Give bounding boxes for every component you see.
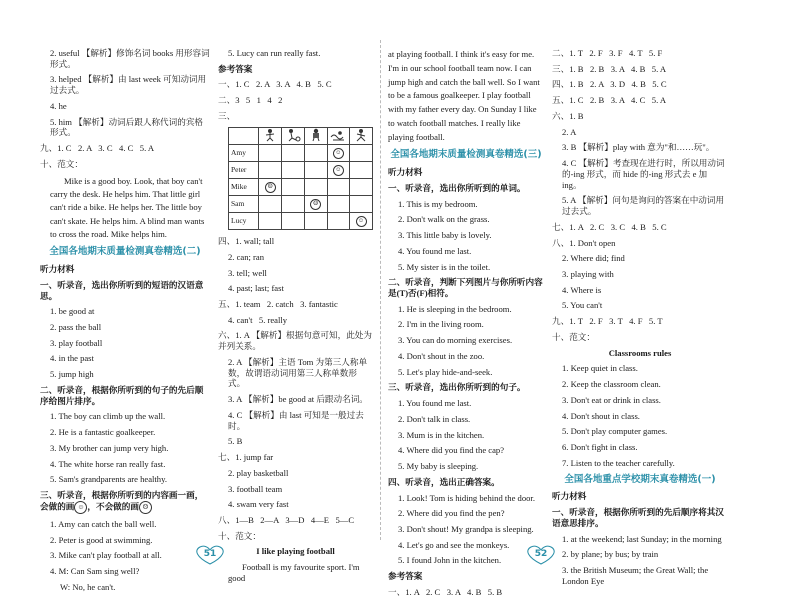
column-1 [40,48,210,597]
script-line: 2. I'm in the living room. [398,319,484,330]
answer-line: 六、1. B [552,110,584,121]
answer-line: 3. A 【解析】be good at 后跟动名词。 [228,394,368,405]
script-line: 1. be good at [50,306,95,317]
section-title: 全国各地重点学校期末真卷精选(一) [564,473,716,485]
grid-cell [304,179,327,196]
essay-line: 2. Keep the classroom clean. [562,379,661,390]
answer-line: 4. past; last; fast [228,283,284,294]
grid-picture [350,127,373,144]
grid-cell [259,179,282,196]
page-number-left [190,544,230,566]
script-line: 2. Where did you find the pen? [398,508,505,519]
essay-line: 5. Don't play computer games. [562,426,668,437]
grid-cell [327,145,350,162]
script-line: 5. Let's play hide-and-seek. [398,366,493,377]
answer-line: 七、1. A 2. C 3. C 4. B 5. C [552,221,667,232]
sad-face-icon: ☹ [310,199,321,210]
essay-title: Classrooms rules [608,347,672,358]
script-line: 3. You can do morning exercises. [398,335,513,346]
sad-face-icon: ☹ [139,501,152,514]
essay-title: I like playing football [256,546,335,557]
question-heading: 一、听录音，选出你所听到的短语的汉语意思。 [40,279,204,301]
question-heading [40,490,210,514]
answer-line: 4. he [50,100,67,111]
answer-line: 四、1. B 2. A 3. D 4. B 5. C [552,79,667,90]
answer-line: 2. play basketball [228,467,289,478]
grid-cell [304,213,327,230]
grid-cell [304,162,327,179]
answer-line: 4. swam very fast [228,499,289,510]
grid-cell [282,145,305,162]
grid-cell [282,213,305,230]
script-line: 2. pass the ball [50,321,102,332]
script-line: 5. Sam's grandparents are healthy. [50,474,167,485]
answer-line: 三、 [218,110,236,121]
answer-line: 十、范文： [40,158,83,169]
script-line: 4. M: Can Sam sing well? [50,566,140,576]
grid-cell [282,196,305,213]
question-heading: 二、听录音，判断下列图片与你所听内容是(T)否(F)相符。 [388,277,543,298]
script-line: 1. at the weekend; last Sunday; in the morning [562,533,722,544]
question-text: 三、听录音，根据你所听到的内容画一画，会做的画 [40,490,204,512]
answer-line: 2. can; ran [228,251,265,262]
answer-line: 4. can't 5. really [228,314,288,325]
script-line: 3. the British Museum; the Great Wall; the London Eye [562,565,711,586]
grid-cell [350,162,373,179]
answer-line: 六、1. A 【解析】根据句意可知，此处为并列关系。 [218,330,372,352]
answer-line: 五、1. team 2. catch 3. fantastic [218,298,338,309]
smile-face-icon: ☺ [333,165,344,176]
script-line: W: No, he can't. [60,581,116,592]
answer-line: 4. C 【解析】考查现在进行时，所以用动词的-ing 形式，而 hide 的-ing 形式去 e 加 ing。 [562,158,725,190]
grid-cell [304,145,327,162]
answer-line: 5. him 【解析】动词后跟人称代词的宾格形式。 [50,116,204,138]
essay-line: 6. Don't fight in class. [562,442,638,453]
grid-cell [282,162,305,179]
answer-line: 2. A [562,126,577,137]
sample-essay: Football is my favourite sport. I'm good [228,562,362,583]
column-2 [218,48,373,589]
script-line: 3. Don't shout! My grandpa is sleeping. [398,524,534,535]
answer-line: 3. tell; well [228,267,267,278]
grid-cell [350,196,373,213]
grid-picture [304,127,327,144]
answer-line: 3. football team [228,483,283,494]
script-line: 2. He is a fantastic goalkeeper. [50,427,156,438]
page-number-text: 52 [534,549,548,559]
question-heading: 四、听录音，选出正确答案。 [388,476,500,487]
answer-grid [228,127,373,230]
script-line: 3. Mike can't play football at all. [50,550,162,561]
script-line: 1. He is sleeping in the bedroom. [398,303,512,314]
grid-cell [350,213,373,230]
answer-line: 3. playing with [562,269,614,280]
grid-cell [327,196,350,213]
script-line: 3. Mum is in the kitchen. [398,429,485,440]
script-line: 1. You found me last. [398,398,472,409]
answer-line: 二、1. T 2. F 3. F 4. T 5. F [552,48,663,58]
question-heading: 一、听录音，根据你所听到的先后顺序将其汉语意思排序。 [552,507,724,528]
listening-heading: 听力材料 [40,264,75,275]
script-line: 1. Amy can catch the ball well. [50,518,157,529]
grid-cell [327,162,350,179]
script-line: 5. jump high [50,369,94,380]
answer-line: 十、范文： [218,530,261,541]
answer-line: 三、1. B 2. B 3. A 4. B 5. A [552,63,667,74]
answer-line: 5. A 【解析】问句是询问的答案在中动词用过去式。 [562,195,725,217]
column-3 [388,48,544,603]
answer-line: 3. B 【解析】play with 意为"和……玩"。 [562,142,715,153]
smile-face-icon: ☺ [356,216,367,227]
grid-cell [259,145,282,162]
answer-line: 八、1. Don't open [552,237,616,248]
answer-line: 3. helped 【解析】由 last week 可知动词用过去式。 [50,74,207,96]
grid-picture [327,127,350,144]
section-title: 全国各地期末质量检测真卷精选(二) [49,246,201,258]
answer-line: 九、1. C 2. A 3. C 4. C 5. A [40,143,155,154]
script-line: 5. My sister is in the toilet. [398,261,491,272]
column-4 [552,48,728,592]
grid-cell [259,162,282,179]
script-line: 2. Don't walk on the grass. [398,214,490,225]
grid-cell [350,179,373,196]
answer-line: 5. B [228,436,243,447]
essay-line: 7. Listen to the teacher carefully. [562,457,675,468]
essay-line: 1. Keep quiet in class. [562,363,638,374]
grid-cell [327,213,350,230]
sad-face-icon: ☹ [265,182,276,193]
script-line: 2. Peter is good at swimming. [50,534,153,545]
column-divider [380,40,381,540]
question-heading: 二、听录音，根据你所听到的句子的先后顺序给图片排序。 [40,384,204,406]
grid-row-label: Sam [229,196,259,213]
script-line: 4. The white horse ran really fast. [50,458,166,469]
answer-line: 5. You can't [562,300,603,311]
script-line: 3. play football [50,337,103,348]
answer-line: 4. C 【解析】由 last 可知是一般过去时。 [228,409,364,431]
essay-line: 3. Don't eat or drink in class. [562,394,661,405]
sample-essay: at playing football. I think it's easy for me. I'm in our school football team now. I can jump high and catch the ball well. So I want to be a famous goalkeeper. I play football with my father every day. On Sunday I like to watch football matches. I really like playing football. [388,49,542,142]
answer-key-heading: 参考答案 [388,571,423,582]
script-line: 4. Where did you find the cap? [398,445,505,456]
answer-line: 2. Where did; find [562,253,625,264]
script-line: 5. My baby is sleeping. [398,461,479,472]
answer-line: 四、1. wall; tall [218,236,275,247]
question-text: ，不会做的画 [87,501,139,512]
answer-line: 七、1. jump far [218,452,274,463]
section-title: 全国各地期末质量检测真卷精选(三) [390,149,542,161]
answer-line: 八、1—B 2—A 3—D 4—E 5—C [218,515,355,525]
script-line: 3. My brother can jump very high. [50,442,169,453]
essay-line: 4. Don't shout in class. [562,410,640,421]
answer-line: 二、3 5 1 4 2 [218,95,283,106]
grid-row-label: Peter [229,162,259,179]
page-number-right [521,544,561,566]
answer-line: 十、范文： [552,331,595,342]
smile-face-icon: ☺ [74,501,87,514]
answer-line: 五、1. C 2. B 3. A 4. C 5. A [552,95,667,106]
grid-picture [259,127,282,144]
grid-cell [304,196,327,213]
grid-picture [282,127,305,144]
listening-heading: 听力材料 [552,491,587,502]
question-heading: 三、听录音，选出你所听到的句子。 [388,382,526,393]
script-line: 1. The boy can climb up the wall. [50,411,166,422]
answer-line: 4. Where is [562,284,602,295]
grid-cell [350,145,373,162]
script-line: 5. Lucy can run really fast. [228,48,321,58]
question-heading: 一、听录音，选出你所听到的单词。 [388,182,526,193]
listening-heading: 听力材料 [388,167,423,178]
script-line: 1. This is my bedroom. [398,198,478,209]
grid-row-label: Amy [229,145,259,162]
grid-corner [229,127,259,144]
answer-line: 一、1. C 2. A 3. A 4. B 5. C [218,79,332,90]
grid-cell [259,196,282,213]
smile-face-icon: ☺ [333,148,344,159]
answer-line: 2. useful 【解析】修饰名词 books 用形容词形式。 [50,48,210,69]
sample-essay: Mike is a good boy. Look, that boy can't carry the desk. He helps him. That little girl can't ride a bike. He helps her. The little boy can't skate. He helps him. A blind man wants to cross the road. Mike helps him. [50,175,207,239]
script-line: 4. in the past [50,353,94,364]
script-line: 1. Look! Tom is hiding behind the door. [398,492,535,503]
page-number-text: 51 [203,549,217,559]
answer-key-heading: 参考答案 [218,63,253,74]
script-line: 5. I found John in the kitchen. [398,555,502,566]
script-line: 2. Don't talk in class. [398,413,471,424]
answer-line: 2. A 【解析】主语 Tom 为第三人称单数，故谓语动词用第三人称单数形式。 [228,356,368,389]
grid-cell [259,213,282,230]
grid-cell [282,179,305,196]
script-line: 4. Don't shout in the zoo. [398,350,485,361]
grid-row-label: Mike [229,179,259,196]
script-line: 4. You found me last. [398,245,472,256]
grid-row-label: Lucy [229,213,259,230]
script-line: 3. This little baby is lovely. [398,230,492,241]
answer-line: 九、1. T 2. F 3. T 4. F 5. T [552,316,663,327]
grid-cell [327,179,350,196]
answer-line: 一、1. A 2. C 3. A 4. B 5. B [388,586,503,597]
script-line: 4. Let's go and see the monkeys. [398,539,510,550]
script-line: 2. by plane; by bus; by train [562,549,659,560]
